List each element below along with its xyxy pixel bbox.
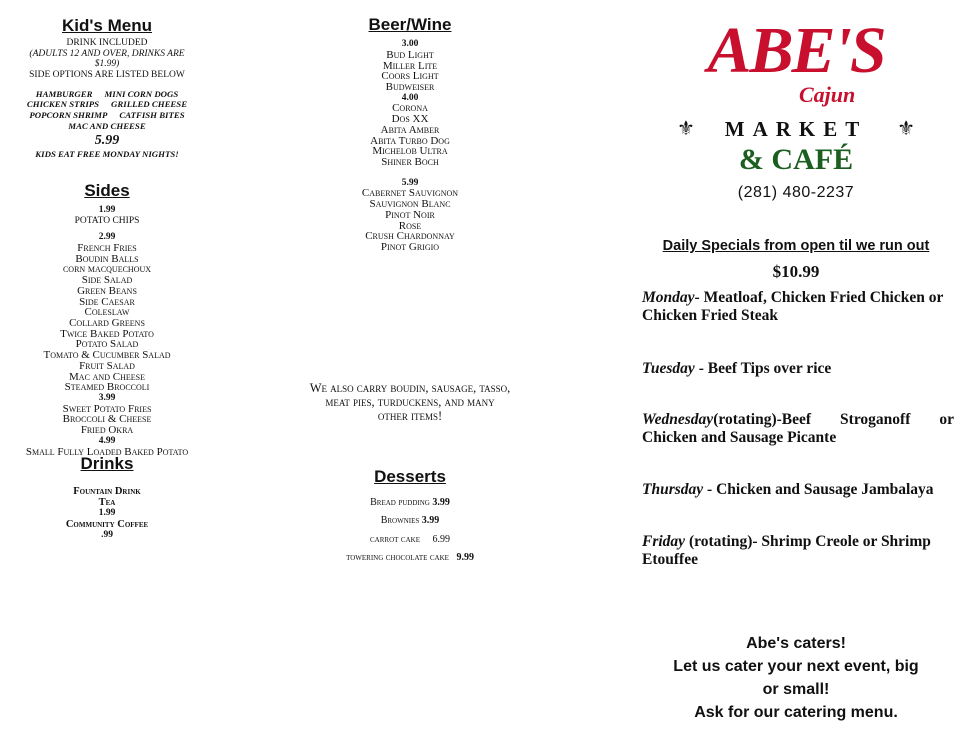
list-item: Side Caesar	[79, 295, 135, 308]
kids-note: DRINK INCLUDED	[66, 38, 148, 48]
price-label: 1.99	[98, 204, 116, 215]
price-label: .99	[101, 530, 113, 541]
list-item: Small Fully Loaded Baked Potato	[25, 445, 189, 458]
list-item: Tea	[98, 497, 116, 509]
specials-price: $10.99	[772, 262, 820, 281]
list-item: Abita Turbo Dog	[370, 134, 450, 147]
catering-line: Abe's caters!	[746, 635, 846, 652]
price-label: 3.00	[401, 39, 419, 49]
list-item: Dos XX	[391, 113, 429, 126]
logo-name: ABE'S	[707, 14, 885, 87]
dessert-price: 6.99	[432, 533, 450, 545]
special-desc: - Beef Tips over rice	[694, 360, 832, 377]
dessert-price: 3.99	[421, 515, 440, 527]
list-item	[0, 89, 214, 100]
kids-note: $1.99)	[94, 59, 120, 70]
special-day: Tuesday	[642, 360, 695, 377]
list-item: Corona	[392, 102, 428, 115]
list-item: Community Coffee	[65, 519, 149, 531]
dessert-name: Brownies	[380, 515, 420, 527]
abes-logo	[677, 14, 915, 176]
list-item: Tomato & Cucumber Salad	[43, 349, 171, 362]
list-item: Cabernet Sauvignon	[361, 187, 459, 200]
list-item: Crush Chardonnay	[365, 230, 455, 243]
kids-menu-items	[0, 89, 214, 131]
list-item: Sweet Potato Fries	[62, 402, 152, 415]
list-item: POTATO CHIPS	[74, 215, 140, 226]
special-monday	[642, 289, 954, 325]
list-item	[0, 121, 214, 132]
kids-menu-title: Kid's Menu	[62, 16, 152, 35]
also-carry-note	[270, 381, 550, 423]
list-item	[270, 497, 550, 509]
list-item	[270, 534, 550, 546]
price-label: 4.99	[98, 435, 116, 446]
list-item: Bud Light	[386, 48, 434, 61]
kids-item: POPCORN SHRIMP	[29, 110, 108, 120]
catering-line: Ask for our catering menu.	[694, 704, 898, 721]
special-friday	[642, 533, 954, 569]
list-item: Sauvignon Blanc	[369, 198, 451, 211]
list-item: Steamed Broccoli	[64, 381, 150, 394]
kids-menu-notes	[0, 38, 214, 81]
catering-note	[636, 632, 956, 724]
note-line: We also carry boudin, sausage, tasso,	[309, 380, 511, 395]
special-day: Monday	[642, 289, 695, 306]
list-item: Rose	[398, 219, 422, 232]
list-item: Mac and Cheese	[69, 370, 145, 383]
dessert-name: carrot cake	[370, 533, 420, 545]
special-desc: (rotating)- Shrimp Creole or Shrimp Etouffee	[642, 533, 931, 568]
list-item: Fountain Drink	[73, 486, 141, 498]
list-item: Collard Greens	[69, 317, 145, 329]
left-column	[0, 0, 214, 541]
sides-list	[0, 205, 214, 458]
list-item: Twice Baked Potato	[60, 327, 154, 340]
list-item: French Fries	[77, 242, 137, 255]
special-desc: - Meatloaf, Chicken Fried Chicken or Chicken Fried Steak	[642, 289, 944, 324]
drinks-title: Drinks	[80, 454, 134, 474]
logo-cafe: & CAFÉ	[738, 143, 854, 176]
special-desc: (rotating)-Beef Stroganoff or Chicken and Sausage Picante	[642, 411, 954, 446]
price-label: 3.99	[98, 392, 116, 403]
dessert-price: 9.99	[456, 552, 474, 564]
dessert-name: towering chocolate cake	[346, 552, 449, 564]
beer-wine-list	[270, 39, 550, 253]
list-item: Fried Okra	[80, 424, 134, 437]
drinks-list	[0, 486, 214, 541]
specials-list	[636, 289, 956, 569]
kids-promo: KIDS EAT FREE MONDAY NIGHTS!	[35, 149, 179, 160]
right-column	[636, 0, 956, 724]
price-label: 5.99	[401, 177, 419, 188]
special-wednesday	[642, 411, 954, 447]
specials-title: Daily Specials from open til we run out	[662, 238, 930, 254]
note-line: other items!	[377, 408, 443, 423]
list-item	[0, 99, 214, 110]
list-item: Boudin Balls	[75, 252, 139, 265]
special-thursday	[642, 481, 954, 499]
list-item: Green Beans	[77, 284, 137, 297]
special-day: Thursday	[642, 481, 704, 498]
list-item: Miller Lite	[382, 59, 438, 72]
list-item: Coleslaw	[84, 306, 130, 319]
list-item	[270, 515, 550, 527]
kids-item: MINI CORN DOGS	[104, 88, 179, 99]
kids-item: GRILLED CHEESE	[111, 99, 188, 110]
list-item: Budweiser	[385, 80, 435, 93]
list-item: Pinot Noir	[385, 208, 435, 221]
dessert-price: 3.99	[432, 496, 450, 508]
logo-market: MARKET	[724, 117, 868, 141]
list-item: Michelob Ultra	[372, 145, 448, 158]
kids-item: CATFISH BITES	[119, 110, 185, 120]
special-day: Wednesday	[642, 411, 714, 428]
note-line: meat pies, turduckens, and many	[325, 394, 495, 409]
kids-menu-price: 5.99	[94, 133, 120, 149]
middle-column	[270, 0, 550, 571]
list-item: Pinot Grigio	[380, 240, 440, 253]
price-label: 2.99	[98, 232, 116, 243]
price-label: 1.99	[98, 508, 116, 519]
list-item	[270, 552, 550, 564]
kids-note: (ADULTS 12 AND OVER, DRINKS ARE	[29, 48, 185, 59]
special-day: Friday	[642, 533, 686, 550]
list-item: Abita Amber	[380, 123, 440, 136]
list-item: Shiner Boch	[381, 155, 439, 168]
catering-line: Let us cater your next event, big	[673, 658, 919, 675]
wine-group	[270, 178, 550, 253]
kids-item: MAC AND CHEESE	[68, 120, 146, 131]
kids-item: CHICKEN STRIPS	[26, 99, 100, 110]
special-tuesday	[642, 360, 954, 378]
logo-cajun: Cajun	[799, 82, 856, 107]
dessert-name: Bread pudding	[370, 496, 430, 508]
list-item: Side Salad	[81, 274, 133, 287]
list-item: corn macquechoux	[62, 263, 152, 276]
kids-note: SIDE OPTIONS ARE LISTED BELOW	[29, 70, 185, 81]
list-item: Fruit Salad	[79, 359, 135, 372]
list-item: Potato Salad	[75, 338, 139, 351]
list-item	[0, 110, 214, 121]
phone-number: (281) 480-2237	[737, 184, 855, 201]
list-item: Broccoli & Cheese	[62, 413, 152, 426]
fleur-de-lis-icon: ⚜	[897, 118, 915, 140]
catering-line: or small!	[762, 681, 830, 698]
list-item: Coors Light	[381, 70, 439, 83]
desserts-title: Desserts	[374, 466, 446, 486]
sides-title: Sides	[84, 180, 130, 200]
kids-item: HAMBURGER	[35, 88, 93, 99]
beer-wine-title: Beer/Wine	[368, 15, 452, 34]
desserts-list	[270, 497, 550, 565]
special-desc: - Chicken and Sausage Jambalaya	[703, 481, 934, 498]
price-label: 4.00	[401, 92, 419, 103]
fleur-de-lis-icon: ⚜	[677, 118, 695, 140]
